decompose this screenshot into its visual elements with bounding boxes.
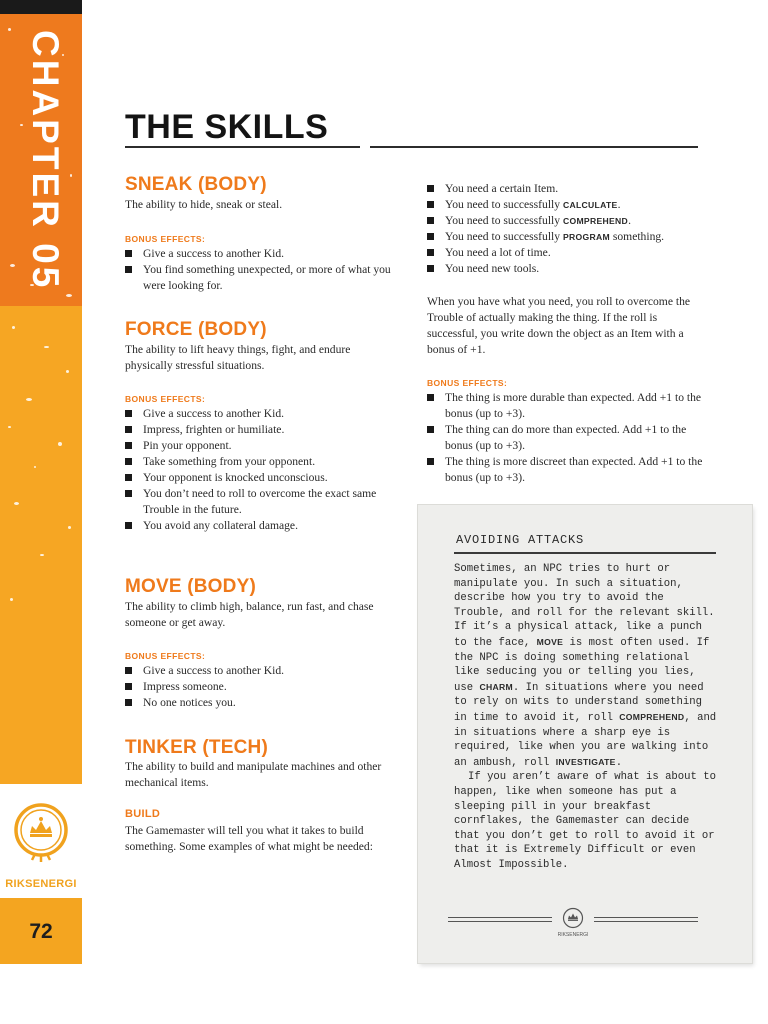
list-item [427, 197, 707, 213]
list-item: You avoid any collateral damage. [125, 518, 401, 534]
list-item: You need a lot of time. [427, 245, 707, 261]
note-footer-rule [448, 921, 552, 922]
logo-wordmark: RIKSENERGI [5, 878, 77, 890]
list-item: Your opponent is knocked unconscious. [125, 470, 401, 486]
build-roll-paragraph: When you have what you need, you roll to overcome the Trouble of actually making the thing. If the roll is successful, you write down the object as an Item with a bonus of +1. [427, 295, 691, 356]
move-description: The ability to climb high, balance, run fast, and chase someone or get away. [125, 600, 374, 629]
skill-name: MOVE [536, 636, 564, 647]
paint-speck [10, 598, 13, 601]
paint-speck [70, 174, 72, 177]
note-footer-rule [594, 917, 698, 918]
list-item: The thing can do more than expected. Add +1 to the bonus (up to +3). [427, 422, 707, 454]
paint-speck [8, 426, 11, 428]
riksenergi-logo-icon [11, 800, 71, 864]
title-rule [125, 146, 360, 148]
note-text: . [615, 756, 623, 769]
move-bonus-list [125, 663, 401, 711]
tinker-heading: TINKER (TECH) [125, 737, 268, 758]
list-item: You need new tools. [427, 261, 707, 277]
paint-speck [12, 326, 15, 329]
list-item-text: You need to successfully [445, 198, 563, 211]
build-bonus-list [427, 390, 707, 486]
list-item: Give a success to another Kid. [125, 246, 401, 262]
note-body [454, 562, 720, 872]
note-footer-rule [448, 917, 552, 918]
list-item: You need a certain Item. [427, 181, 707, 197]
paint-speck [14, 502, 19, 505]
sneak-bonus-list [125, 246, 401, 294]
build-text: The Gamemaster will tell you what it takes to build something. Some examples of what might be needed: [125, 824, 373, 853]
list-item [427, 229, 707, 245]
paint-speck [44, 346, 49, 348]
build-subheading: BUILD [125, 808, 161, 820]
paint-speck [8, 28, 11, 31]
list-item: No one notices you. [125, 695, 401, 711]
tinker-description: The ability to build and manipulate machines and other mechanical items. [125, 760, 382, 789]
skill-name: PROGRAM [562, 232, 610, 242]
paint-speck [40, 554, 44, 556]
force-description: The ability to lift heavy things, fight, and endure physically stressful situations. [125, 343, 351, 372]
paint-speck [58, 442, 62, 446]
page-title: THE SKILLS [125, 108, 329, 146]
note-paragraph: If you aren’t aware of what is about to happen, like when someone has put a sleeping pill in your breakfast cornflakes, the Gamemaster can decide that you don’t get to roll to avoid it or that it is Extremely Difficult or even Almost Impossible. [454, 771, 716, 871]
list-item: The thing is more discreet than expected. Add +1 to the bonus (up to +3). [427, 454, 707, 486]
note-text: Sometimes, an NPC tries to hurt or manipulate you. In such a situation, describe how you try to avoid the Trouble, and roll for the relevant skill. If it’s a physical attack, like a punch to the face, [454, 563, 715, 649]
force-heading: FORCE (BODY) [125, 319, 267, 340]
paint-speck [66, 294, 72, 297]
title-rule [370, 146, 698, 148]
paint-speck [66, 370, 69, 373]
list-item: Impress someone. [125, 679, 401, 695]
force-bonus-label: BONUS EFFECTS: [125, 394, 206, 404]
list-item-text: something. [609, 230, 665, 243]
sneak-heading: SNEAK (BODY) [125, 174, 267, 195]
move-heading: MOVE (BODY) [125, 576, 256, 597]
build-needs-list [427, 181, 707, 277]
list-item: You find something unexpected, or more of what you were looking for. [125, 262, 401, 294]
list-item: Impress, frighten or humiliate. [125, 422, 401, 438]
note-title-rule [454, 552, 716, 554]
skill-name: CALCULATE [562, 200, 618, 210]
list-item: Give a success to another Kid. [125, 663, 401, 679]
build-bonus-label: BONUS EFFECTS: [427, 378, 508, 388]
paint-speck [68, 526, 71, 529]
list-item-text: . [617, 198, 621, 211]
note-footer-rule [594, 921, 698, 922]
skill-name: CHARM [479, 681, 513, 692]
sneak-description: The ability to hide, sneak or steal. [125, 198, 283, 211]
avoiding-attacks-note [418, 505, 752, 963]
skill-name: INVESTIGATE [555, 756, 616, 767]
list-item: The thing is more durable than expected. Add +1 to the bonus (up to +3). [427, 390, 707, 422]
riksenergi-stamp-icon [562, 907, 584, 929]
note-text: . In situations where you need to rely on wits to understand something in time to avoid it, roll [454, 681, 704, 724]
list-item-text: You need to successfully [445, 230, 563, 243]
list-item: Take something from your opponent. [125, 454, 401, 470]
note-text: is most often used. If the NPC is doing something relational like seducing you or telling you lies, use [454, 636, 710, 694]
paint-speck [26, 398, 32, 401]
list-item-text: You need to successfully [445, 214, 563, 227]
paint-speck [10, 264, 15, 267]
paint-speck [20, 124, 23, 126]
list-item: You don’t need to roll to overcome the exact same Trouble in the future. [125, 486, 401, 518]
note-logo-wordmark: RIKSENERGI [557, 932, 589, 938]
skill-name: COMPREHEND [619, 711, 685, 722]
list-item: Give a success to another Kid. [125, 406, 401, 422]
paint-speck [34, 466, 36, 468]
force-bonus-list [125, 406, 401, 534]
list-item [427, 213, 707, 229]
note-paragraph [454, 562, 720, 770]
note-text: , and in situations where a sharp eye is required, like when you are walking into an ambush, roll [454, 711, 717, 769]
page-number: 72 [29, 920, 53, 943]
note-title: AVOIDING ATTACKS [456, 533, 585, 547]
move-bonus-label: BONUS EFFECTS: [125, 651, 206, 661]
list-item-text: . [628, 214, 631, 227]
sneak-bonus-label: BONUS EFFECTS: [125, 234, 206, 244]
chapter-label: CHAPTER 05 [25, 30, 66, 291]
skill-name: COMPREHEND [562, 216, 629, 226]
sidebar-top-strip [0, 0, 82, 14]
list-item: Pin your opponent. [125, 438, 401, 454]
